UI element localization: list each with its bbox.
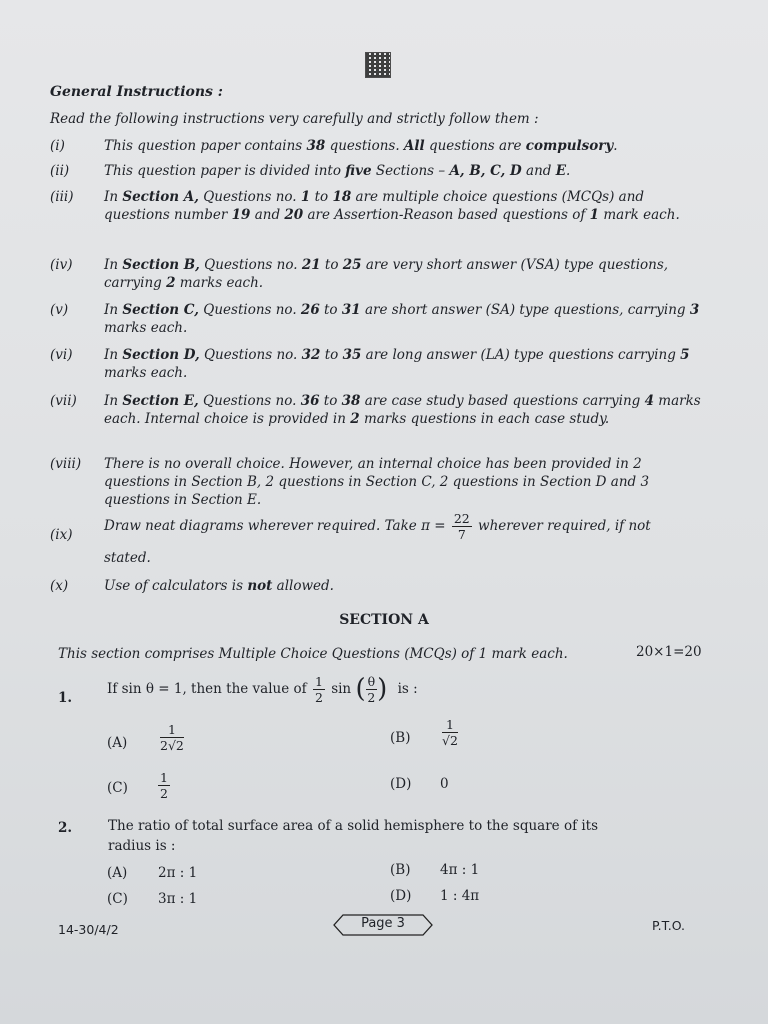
emphasis-text: 1 — [589, 207, 600, 223]
emphasis-text: 4 — [644, 393, 655, 409]
body-text: In — [104, 347, 123, 363]
emphasis-text: 1 — [300, 189, 311, 205]
option-label: (C) — [107, 891, 128, 907]
emphasis-text: 3 — [689, 302, 700, 318]
body-text: This question paper is divided into — [104, 163, 346, 179]
section-description: This section comprises Multiple Choice Questions (MCQs) of 1 mark each. — [58, 646, 568, 662]
emphasis-text: 2 — [166, 275, 176, 291]
emphasis-text: 38 — [306, 138, 326, 154]
instr-text-c: stated. — [104, 550, 151, 566]
option-fraction — [158, 770, 170, 801]
instructions-title: General Instructions : — [50, 84, 223, 100]
option-c[interactable] — [156, 770, 172, 801]
body-text: Questions no. — [198, 302, 301, 318]
emphasis-text: Section B, — [122, 257, 200, 273]
page-number: Page 3 — [361, 916, 405, 931]
option-label: (B) — [390, 730, 411, 746]
instr-num: (ii) — [50, 163, 70, 179]
emphasis-text: 38 — [341, 393, 361, 409]
option-b[interactable]: 4π : 1 — [440, 862, 480, 878]
emphasis-text: Section E, — [122, 393, 199, 409]
emphasis-text: 26 — [300, 302, 320, 318]
option-fraction — [442, 717, 458, 748]
instr-text — [104, 137, 704, 155]
emphasis-text: 35 — [342, 347, 362, 363]
instr-text — [104, 511, 651, 542]
option-label: (C) — [107, 780, 128, 796]
question-1-text — [107, 674, 418, 705]
q1-post-text: is : — [397, 681, 418, 697]
body-text: . — [566, 163, 571, 179]
instr-text — [104, 162, 704, 180]
body-text: Sections – — [371, 163, 450, 179]
instr-num: (i) — [50, 138, 65, 154]
instr-text — [104, 188, 708, 224]
emphasis-text: Section A, — [122, 189, 199, 205]
instr-text — [104, 577, 704, 595]
body-text: Use of calculators is — [104, 578, 248, 594]
body-text: marks each. — [104, 320, 188, 336]
paren-open: ( — [355, 674, 366, 704]
body-text: marks each. — [175, 275, 264, 291]
section-title: SECTION A — [339, 612, 429, 628]
emphasis-text: 25 — [342, 257, 362, 273]
emphasis-text: 19 — [231, 207, 251, 223]
emphasis-text: Section D, — [122, 347, 200, 363]
body-text: In — [104, 302, 123, 318]
frac-numerator: 22 — [453, 511, 470, 526]
option-c[interactable]: 3π : 1 — [158, 891, 198, 907]
question-number: 1. — [58, 690, 73, 706]
emphasis-text: 21 — [301, 257, 321, 273]
emphasis-text: A, B, C, D — [449, 163, 522, 179]
body-text: are Assertion-Reason based questions of — [303, 207, 590, 223]
option-label: (B) — [390, 862, 411, 878]
body-text: marks each. Internal choice is provided in — [104, 393, 701, 427]
paren-close: ) — [377, 674, 388, 704]
pto-label: P.T.O. — [652, 918, 685, 933]
question-number: 2. — [58, 820, 73, 836]
instr-num: (iii) — [50, 189, 74, 205]
body-text: to — [319, 393, 342, 409]
body-text: and — [521, 163, 556, 179]
emphasis-text: five — [345, 163, 372, 179]
body-text: Questions no. — [199, 347, 302, 363]
qr-code-icon — [365, 52, 391, 78]
instr-text — [104, 301, 708, 337]
instr-num: (x) — [50, 578, 69, 594]
body-text: questions. — [325, 138, 404, 154]
option-b[interactable] — [440, 717, 460, 748]
body-text: to — [320, 347, 343, 363]
body-text: In — [104, 393, 123, 409]
body-text: Questions no. — [198, 393, 301, 409]
emphasis-text: 36 — [300, 393, 320, 409]
body-text: are long answer (LA) type questions carrying — [361, 347, 681, 363]
body-text: There is no overall choice. However, an internal choice has been provided in 2 questions in Section B, 2 questions in Section C, 2 questions in Section D and 3 questions in Section E. — [104, 456, 650, 508]
option-label: (D) — [390, 888, 412, 904]
option-label: (A) — [107, 865, 128, 881]
question-2-line2: radius is : — [108, 838, 176, 854]
instr-text-b: wherever required, if not — [478, 518, 651, 534]
emphasis-text: 2 — [350, 411, 360, 427]
option-d[interactable]: 1 : 4π — [440, 888, 480, 904]
paper-code: 14-30/4/2 — [58, 922, 119, 937]
frac-denominator: √2 — [442, 733, 458, 748]
option-d[interactable]: 0 — [440, 776, 449, 792]
frac-denominator: 2 — [367, 690, 376, 705]
instr-text — [104, 346, 708, 382]
frac-numerator: 1 — [314, 674, 323, 689]
emphasis-text: 18 — [332, 189, 352, 205]
emphasis-text: not — [247, 578, 273, 594]
body-text: marks each. — [104, 365, 188, 381]
body-text: marks questions in each case study. — [359, 411, 610, 427]
emphasis-text: 31 — [341, 302, 361, 318]
q1-pre-text: If sin θ = 1, then the value of — [107, 681, 307, 697]
emphasis-text: E — [555, 163, 567, 179]
emphasis-text: Section C, — [122, 302, 199, 318]
frac-numerator: 1 — [442, 717, 458, 733]
body-text: are very short answer (VSA) type questions, carrying — [104, 257, 669, 291]
instr-text — [104, 256, 708, 292]
body-text: allowed. — [272, 578, 334, 594]
body-text: to — [320, 257, 343, 273]
body-text: and — [250, 207, 285, 223]
body-text: This question paper contains — [104, 138, 307, 154]
question-2-line1: The ratio of total surface area of a solid hemisphere to the square of its — [108, 818, 599, 834]
body-text: . — [613, 138, 618, 154]
frac-denominator: 2 — [314, 690, 323, 705]
option-label: (D) — [390, 776, 412, 792]
body-text: are short answer (SA) type questions, carrying — [360, 302, 690, 318]
body-text: are case study based questions carrying — [360, 393, 645, 409]
half-fraction — [313, 674, 325, 705]
instr-num: (viii) — [50, 456, 82, 472]
frac-denominator: 2 — [160, 786, 168, 801]
emphasis-text: 5 — [680, 347, 690, 363]
option-fraction — [160, 722, 184, 753]
body-text: to — [310, 189, 333, 205]
instr-num: (ix) — [50, 527, 73, 543]
emphasis-text: compulsory — [525, 138, 614, 154]
option-a[interactable]: 2π : 1 — [158, 865, 198, 881]
body-text: questions are — [424, 138, 526, 154]
instructions-intro: Read the following instructions very carefully and strictly follow them : — [50, 111, 539, 127]
body-text: Questions no. — [198, 189, 301, 205]
instr-text — [104, 392, 708, 428]
frac-denominator: 2√2 — [160, 738, 184, 753]
emphasis-text: All — [403, 138, 425, 154]
page-number-tag — [333, 914, 433, 936]
frac-numerator: θ — [367, 674, 376, 689]
theta-fraction — [366, 674, 378, 705]
instr-text-a: Draw neat diagrams wherever required. Take π = — [104, 518, 446, 534]
body-text: are multiple choice questions (MCQs) and questions number — [104, 189, 645, 223]
instr-num: (v) — [50, 302, 69, 318]
frac-numerator: 1 — [160, 722, 184, 738]
emphasis-text: 32 — [301, 347, 321, 363]
body-text: In — [104, 189, 123, 205]
instr-num: (vii) — [50, 393, 77, 409]
sin-text: sin — [331, 681, 352, 697]
option-label: (A) — [107, 735, 128, 751]
body-text: to — [319, 302, 342, 318]
frac-denominator: 7 — [457, 527, 466, 542]
frac-numerator: 1 — [160, 770, 168, 785]
emphasis-text: 20 — [284, 207, 304, 223]
instr-text — [104, 455, 708, 509]
body-text: Questions no. — [199, 257, 302, 273]
option-a[interactable] — [158, 722, 186, 753]
instr-num: (vi) — [50, 347, 73, 363]
section-marks: 20×1=20 — [636, 644, 702, 660]
pi-fraction — [452, 511, 472, 542]
instr-num: (iv) — [50, 257, 73, 273]
body-text: mark each. — [599, 207, 680, 223]
body-text: In — [104, 257, 123, 273]
